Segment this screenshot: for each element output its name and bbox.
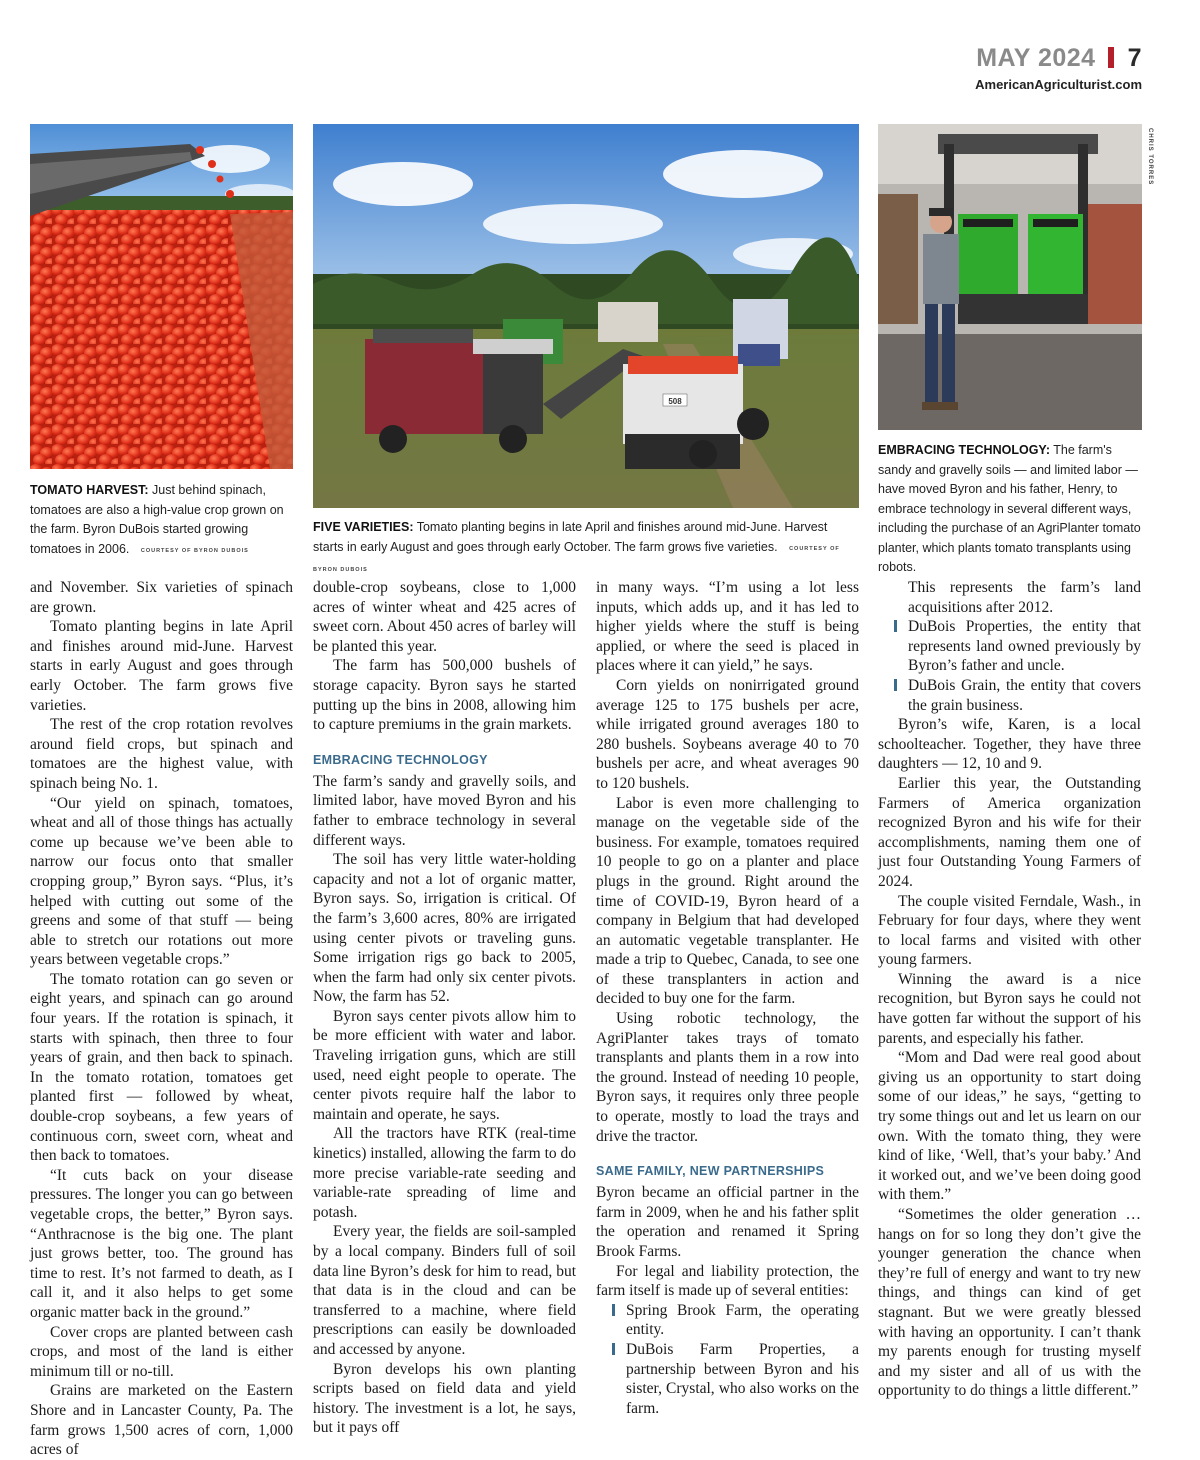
- caption-text: Just behind spinach, tomatoes are also a high-value crop grown on the farm. Byron DuBois started growing tomatoes in 2006.: [30, 483, 284, 556]
- paragraph: All the tractors have RTK (real-time kinetics) installed, allowing the farm to do more precise variable-rate seeding and variable-rate spreading of lime and potash.: [313, 1125, 577, 1221]
- paragraph: “It cuts back on your disease pressures. The longer you can go between vegetable crops, the better,” Byron says. “Anthracnose is the big one. The plant just grows better, too. The ground has time to rest. It’s not farmed to death, as I call it, and it also helps to get some organic matter back in the ground.”: [30, 1166, 293, 1321]
- subhead-embracing-technology: EMBRACING TECHNOLOGY: [313, 752, 488, 767]
- page-header: [975, 44, 1142, 92]
- article-column-3: [596, 578, 859, 1418]
- paragraph: Using robotic technology, the AgriPlanter takes trays of tomato transplants and plants them in a row into the ground. Instead of needing 10 people, Byron says, it requires only three people to operate, mostly to load the trays and drive the tractor.: [596, 1010, 859, 1145]
- list-item-text: DuBois Properties, the entity that represents land owned previously by Byron’s father and uncle.: [908, 618, 1141, 675]
- tomato-harvest-caption: [30, 481, 290, 561]
- paragraph: and November. Six varieties of spinach are grown.: [30, 579, 293, 616]
- caption-text: Tomato planting begins in late April and finishes around mid-June. Harvest starts in early August and goes through early October. The farm grows five varieties.: [313, 520, 828, 554]
- header-divider: [1108, 47, 1114, 68]
- paragraph: Byron says center pivots allow him to be more efficient with water and labor. Traveling irrigation guns, which are still used, need eight people to operate. The center pivots require half the labor to maintain and operate, he says.: [313, 1007, 576, 1123]
- caption-text: The farm's sandy and gravelly soils — and limited labor — have moved Byron and his father, Henry, to embrace technology in several different ways, including the purchase of an AgriPlanter tomato planter, which plants tomato transplants using robots.: [878, 443, 1141, 574]
- trailer-number: 508: [668, 397, 682, 406]
- list-item: [596, 1340, 859, 1418]
- caption-title: FIVE VARIETIES:: [313, 520, 414, 534]
- paragraph: “Our yield on spinach, tomatoes, wheat and all of those things has actually come up because we’ve been able to narrow our focus onto that smaller cropping group,” Byron says. “Plus, it’s helped with cutting out some of the greens and some of that stuff — being able to stretch our rotations out more years between vegetable crops.”: [30, 794, 293, 969]
- paragraph: The farm has 500,000 bushels of storage capacity. Byron says he started putting up the bins in 2008, allowing him to capture premiums in the grain markets.: [313, 657, 576, 734]
- paragraph: in many ways. “I’m using a lot less inputs, which adds up, and it has led to higher yields where the stuff is being applied, or where the seed is placed in places where it can yield,” he says.: [596, 579, 859, 675]
- bullet-marker: [612, 1304, 615, 1316]
- paragraph: Byron became an official partner in the farm in 2009, when he and his father split the operation and renamed it Spring Brook Farms.: [596, 1184, 859, 1260]
- tomato-harvest-photo: [30, 124, 293, 469]
- article-column-1: [30, 578, 293, 1460]
- paragraph: “Sometimes the older generation … hangs on for so long they don’t give the younger generation the chance when they’re full of energy and want to try new things, and things can kind of get stagnant. But we were greatly blessed with having an opportunity. I can’t thank my parents enough for trusting myself and my sister and all of us with the opportunity to do things a little different.”: [878, 1206, 1141, 1400]
- agriplanter-photo: [878, 124, 1142, 430]
- paragraph: For legal and liability protection, the farm itself is made up of several entities:: [596, 1262, 859, 1300]
- paragraph: Labor is even more challenging to manage on the vegetable side of the business. For example, tomatoes required 10 people to go on a planter and place plugs in the ground. Right around the time of COVID-19, Byron heard of a company in Belgium that had developed an automatic vegetable transplanter. He made a trip to Quebec, Canada, to see one of these transplanters in action and decided to buy one for the farm.: [596, 794, 859, 1008]
- article-column-2: [313, 578, 576, 1438]
- paragraph: double-crop soybeans, close to 1,000 acres of winter wheat and 425 acres of sweet corn. About 450 acres of barley will be planted this year.: [313, 579, 576, 655]
- paragraph: Grains are marketed on the Eastern Shore and in Lancaster County, Pa. The farm grows 1,500 acres of corn, 1,000 acres of: [30, 1382, 293, 1459]
- list-item-continuation: This represents the farm’s land acquisitions after 2012.: [908, 579, 1141, 616]
- article-column-4: [878, 578, 1141, 1401]
- bullet-marker: [612, 1343, 615, 1355]
- page-number: 7: [1127, 44, 1142, 72]
- issue-line: [975, 44, 1142, 73]
- paragraph: Tomato planting begins in late April and finishes around mid-June. Harvest starts in early August and goes through early October. The farm grows five varieties.: [30, 618, 293, 714]
- list-item-text: Spring Brook Farm, the operating entity.: [626, 1301, 859, 1339]
- paragraph: The farm’s sandy and gravelly soils, and limited labor, have moved Byron and his father to embrace technology in several different ways.: [313, 772, 576, 849]
- list-item-text: DuBois Farm Properties, a partnership between Byron and his sister, Crystal, who also works on the farm.: [626, 1340, 859, 1417]
- issue-date: MAY 2024: [976, 44, 1096, 72]
- paragraph: Byron develops his own planting scripts based on field data and yield history. The investment is a lot, he says, but it pays off: [313, 1360, 576, 1437]
- list-item: [596, 1301, 859, 1340]
- embracing-technology-caption: [878, 441, 1142, 578]
- paragraph: Earlier this year, the Outstanding Farmers of America organization recognized Byron and his wife for their accomplishments, naming them one of just four Outstanding Young Farmers of 2024.: [878, 774, 1141, 890]
- paragraph: Winning the award is a nice recognition, but Byron says he could not have gotten far without the support of his parents, and especially his father.: [878, 970, 1141, 1047]
- site-url[interactable]: AmericanAgriculturist.com: [975, 77, 1142, 92]
- photo-credit-vertical: CHRIS TORRES: [1147, 128, 1153, 186]
- paragraph: “Mom and Dad were real good about giving us an opportunity to start doing some of our ideas,” he says, “getting to try some things out and let us learn on our own. With the tomato thing, they were kind of like, ‘Well, that’s your baby.’ And it worked out, and we’ve been doing good with them.”: [878, 1049, 1141, 1204]
- list-item-text: DuBois Grain, the entity that covers the grain business.: [908, 676, 1141, 714]
- subhead-same-family: SAME FAMILY, NEW PARTNERSHIPS: [596, 1164, 825, 1179]
- photo-credit: COURTESY OF BYRON DUBOIS: [140, 547, 249, 554]
- five-varieties-caption: [313, 518, 859, 581]
- list-item: [878, 617, 1141, 676]
- paragraph: The soil has very little water-holding capacity and not a lot of organic matter, Byron says. So, irrigation is critical. Of the farm’s 3,600 acres, 80% are irrigated using center pivots or traveling guns. Some irrigation rigs go back to 2005, when the farm had only six center pivots. Now, the farm has 52.: [313, 851, 576, 1006]
- paragraph: Corn yields on nonirrigated ground average 125 to 175 bushels per acre, while irrigated ground averages 180 to 280 bushels. Soybeans average 40 to 70 bushels per acre, and wheat averages 90 to 120 bushels.: [596, 676, 859, 792]
- paragraph: Byron’s wife, Karen, is a local schoolteacher. Together, they have three daughters — 12, 10 and 9.: [878, 716, 1141, 773]
- list-item: [878, 676, 1141, 715]
- paragraph: The tomato rotation can go seven or eight years, and spinach can go around four years. If the rotation is spinach, it starts with spinach, then three to four years of grain, and then back to spinach. In the tomato rotation, tomatoes get planted first — followed by wheat, double-crop soybeans, a few years of continuous corn, sweet corn, wheat and then back to tomatoes.: [30, 970, 293, 1165]
- tomato-field-harvest-photo: [313, 124, 859, 508]
- paragraph: The couple visited Ferndale, Wash., in February for four days, where they went to local farms and visited with other young farmers.: [878, 892, 1141, 969]
- caption-title: TOMATO HARVEST:: [30, 483, 149, 497]
- paragraph: Cover crops are planted between cash crops, and most of the land is either minimum till or no-till.: [30, 1323, 293, 1380]
- paragraph: Every year, the fields are soil-sampled by a local company. Binders full of soil data line Byron’s desk for him to read, but that data is in the cloud and can be transferred to a machine, where field prescriptions can easily be downloaded and accessed by anyone.: [313, 1223, 576, 1358]
- photo-credit: COURTESY OF BYRON DUBOIS: [313, 545, 840, 573]
- paragraph: The rest of the crop rotation revolves around field crops, but spinach and tomatoes are the highest value, with spinach being No. 1.: [30, 716, 293, 792]
- bullet-marker: [894, 679, 897, 691]
- caption-title: EMBRACING TECHNOLOGY:: [878, 443, 1050, 457]
- bullet-marker: [894, 620, 897, 632]
